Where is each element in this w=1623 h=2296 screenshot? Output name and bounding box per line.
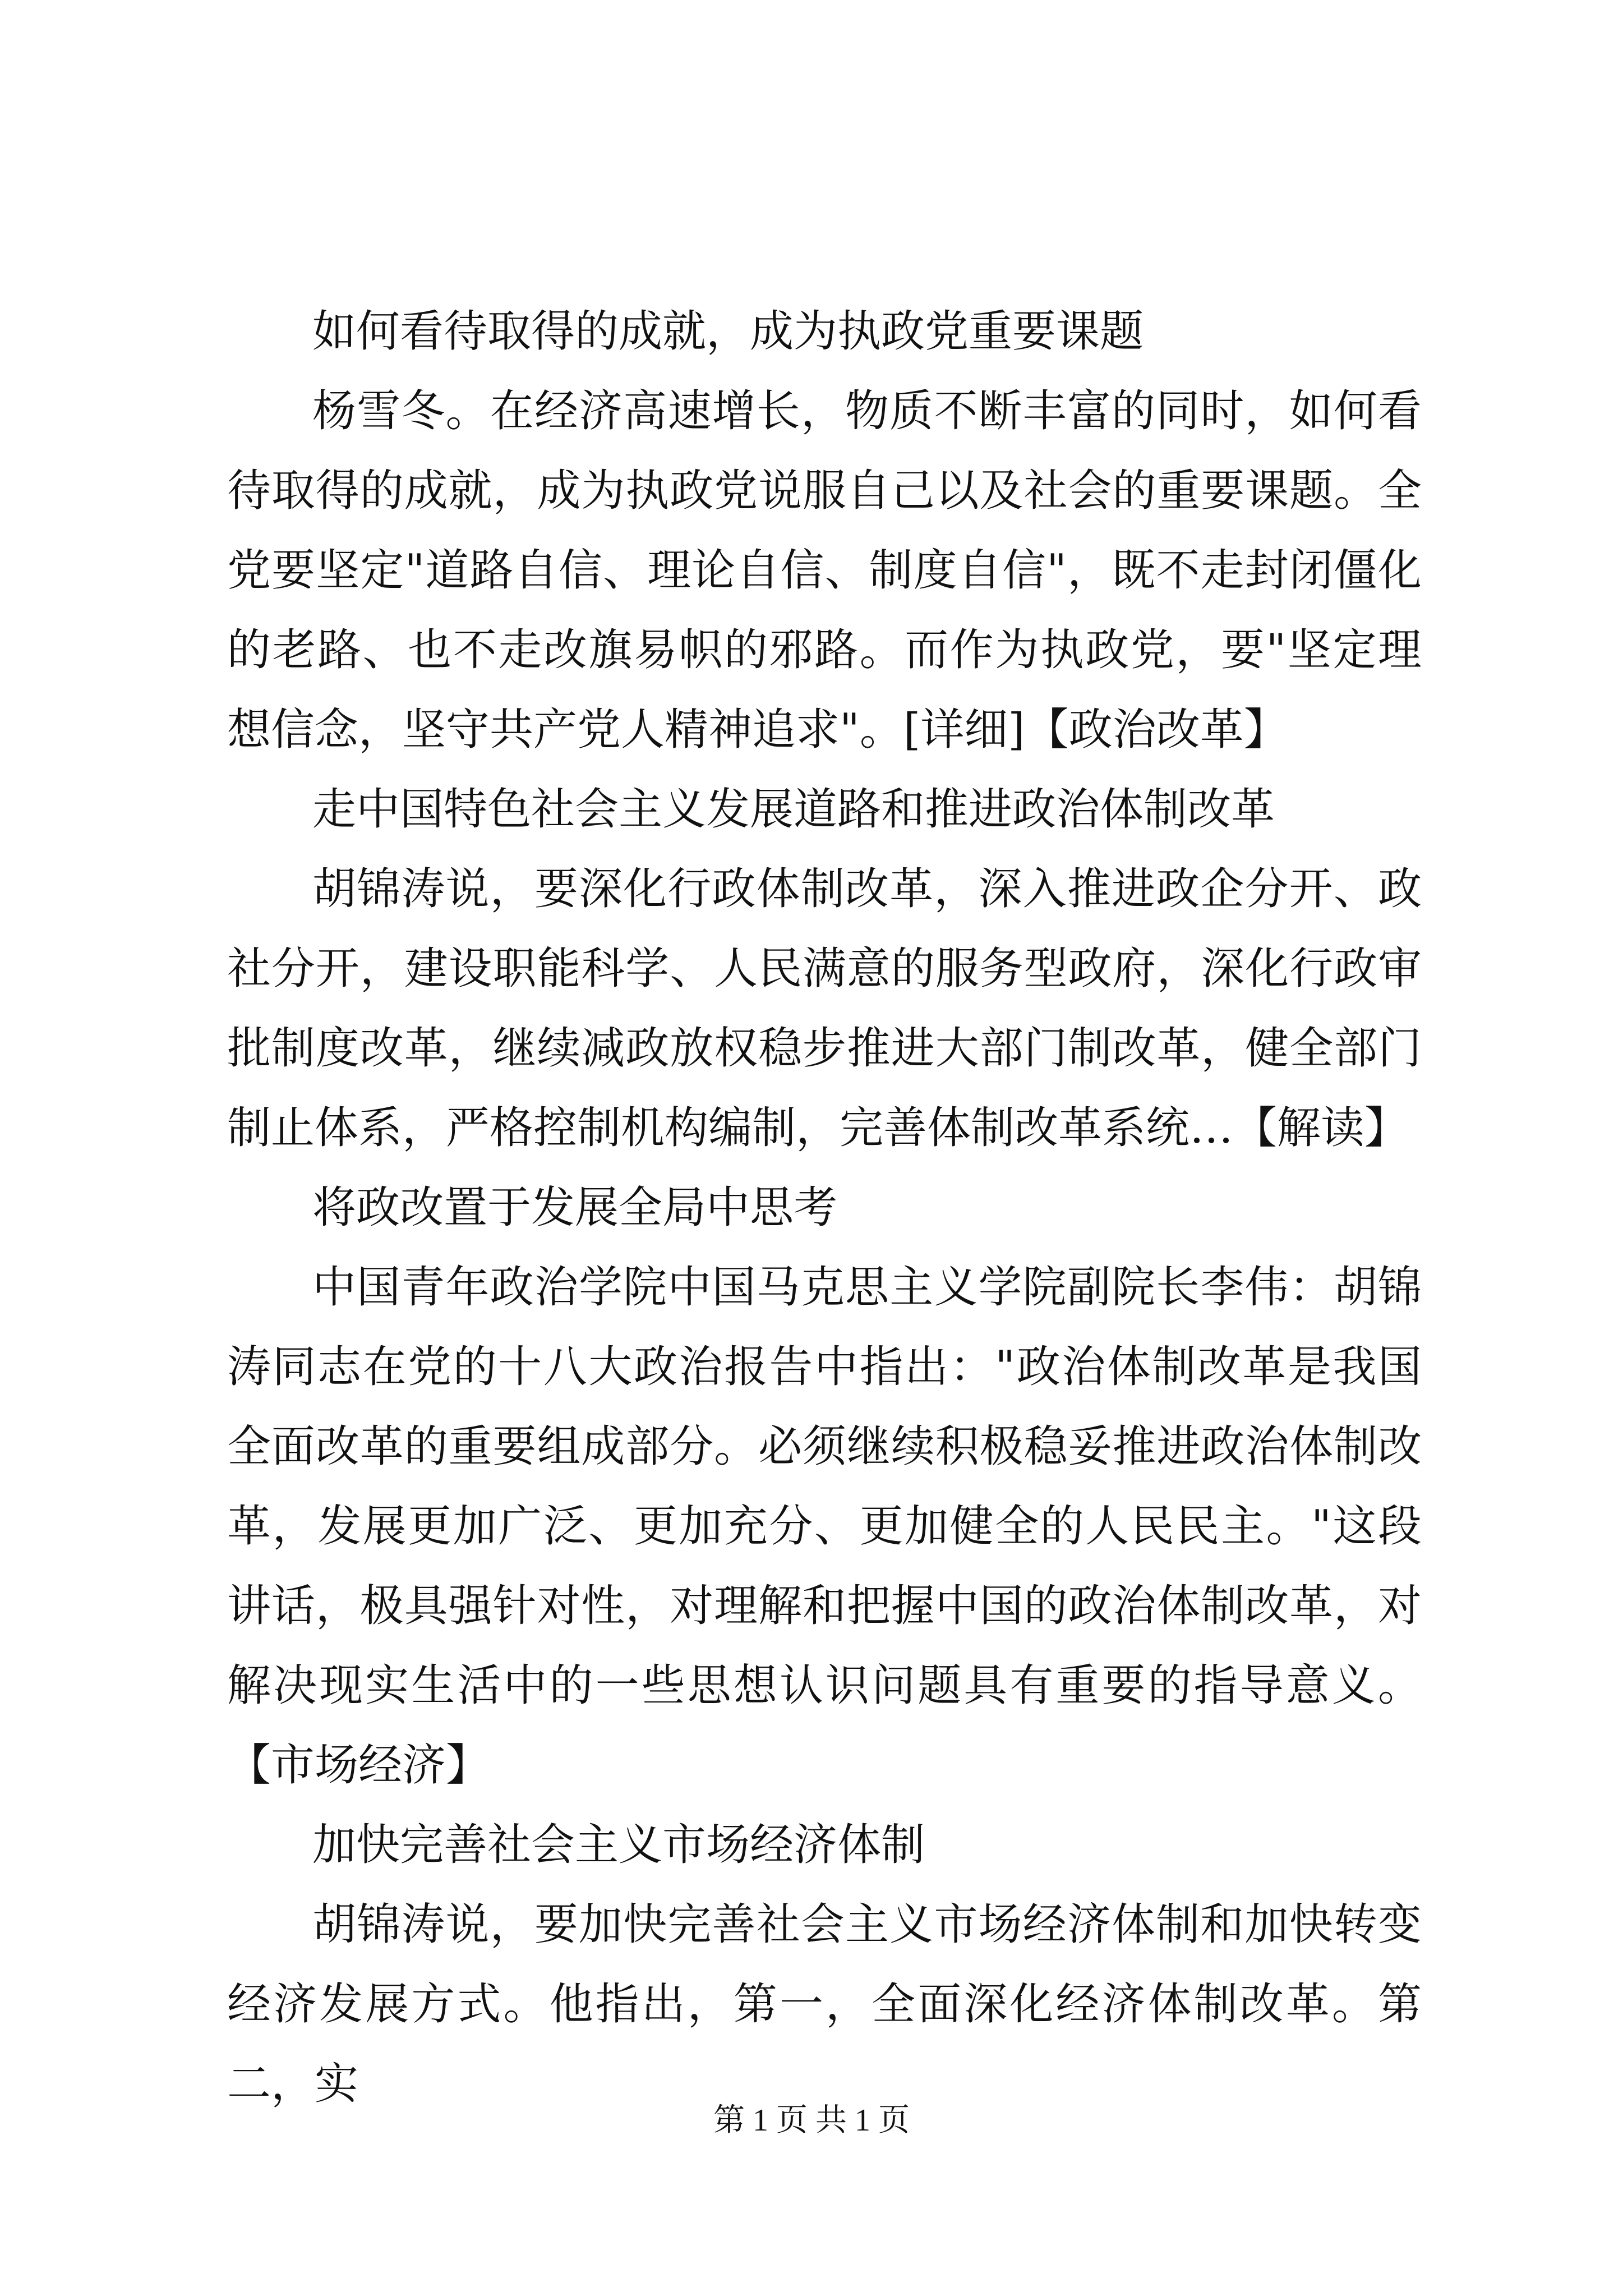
heading-reform-overall: 将政改置于发展全局中思考: [312, 1182, 838, 1233]
document-body: [227, 292, 1422, 2124]
paragraph-li-wei: 中国青年政治学院中国马克思主义学院副院长李伟：胡锦涛同志在党的十八大政治报告中指出："政治体制改革是我国全面改革的重要组成部分。必须继续积极稳妥推进政治体制改革，发展更加广泛、更加充分、更加健全的人民民主。"这段讲话，极具强针对性，对理解和把握中国的政治体制改革，对解决现实生活中的一些思想认识问题具有重要的指导意义。【市场经济】: [227, 1262, 1422, 1791]
paragraph-market-economy: 胡锦涛说，要加快完善社会主义市场经济体制和加快转变经济发展方式。他指出，第一，全面深化经济体制改革。第二，实: [227, 1899, 1422, 2109]
paragraph-administrative-reform: 胡锦涛说，要深化行政体制改革，深入推进政企分开、政社分开，建设职能科学、人民满意的服务型政府，深化行政审批制度改革，继续减政放权稳步推进大部门制改革，健全部门制止体系，严格控制机构编制，完善体制改革系统…【解读】: [227, 864, 1422, 1153]
page-number-footer: 第 1 页 共 1 页: [713, 2103, 910, 2138]
heading-market-economy: 加快完善社会主义市场经济体制: [312, 1820, 925, 1870]
heading-political-reform-road: 走中国特色社会主义发展道路和推进政治体制改革: [312, 784, 1275, 835]
paragraph-yang-xuedong: 杨雪冬。在经济高速增长，物质不断丰富的同时，如何看待取得的成就，成为执政党说服自己以及社会的重要课题。全党要坚定"道路自信、理论自信、制度自信"，既不走封闭僵化的老路、也不走改旗易帜的邪路。而作为执政党，要"坚定理想信念，坚守共产党人精神追求"。[详细]【政治改革】: [227, 386, 1422, 755]
heading-achievements: 如何看待取得的成就，成为执政党重要课题: [312, 306, 1144, 357]
